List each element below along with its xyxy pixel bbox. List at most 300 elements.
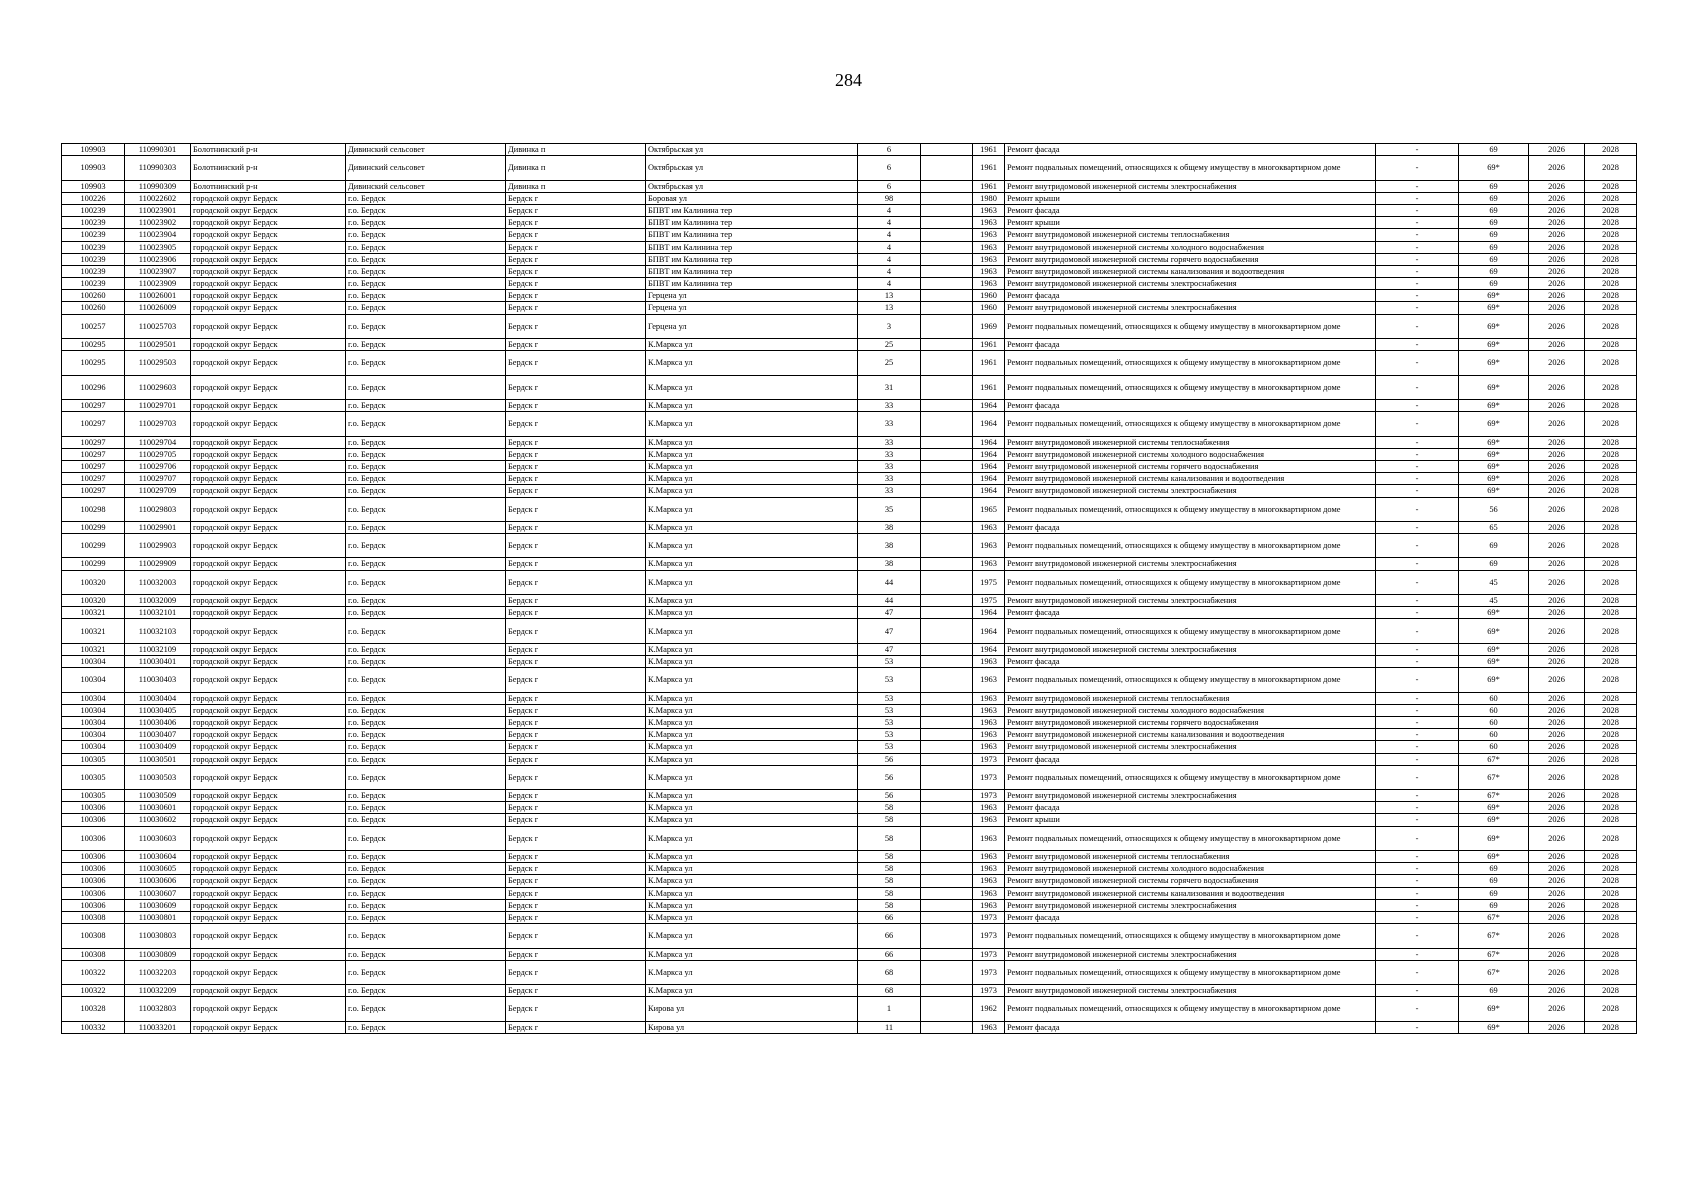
cell-street: К.Маркса ул xyxy=(646,351,858,375)
cell-street: К.Маркса ул xyxy=(646,960,858,984)
table-row xyxy=(62,729,1637,741)
cell-locality: Бердск г xyxy=(506,753,646,765)
cell-cost-index: 69* xyxy=(1459,460,1529,472)
cell-district: городской округ Бердск xyxy=(191,887,346,899)
cell-street: К.Маркса ул xyxy=(646,692,858,704)
cell-cost-index: 69* xyxy=(1459,826,1529,850)
cell-end-year: 2028 xyxy=(1585,912,1637,924)
cell-end-year: 2028 xyxy=(1585,497,1637,521)
cell-settlement: г.о. Бердск xyxy=(346,448,506,460)
cell-building xyxy=(921,314,973,338)
cell-house-id: 100297 xyxy=(62,460,125,472)
cell-house-number: 31 xyxy=(858,375,921,399)
cell-settlement: г.о. Бердск xyxy=(346,863,506,875)
cell-start-year: 2026 xyxy=(1529,534,1585,558)
cell-house-id: 100321 xyxy=(62,607,125,619)
cell-dash: - xyxy=(1376,204,1459,216)
cell-cost-index: 69 xyxy=(1459,875,1529,887)
cell-house-id: 100305 xyxy=(62,790,125,802)
cell-house-id: 100306 xyxy=(62,826,125,850)
cell-year-built: 1963 xyxy=(973,253,1005,265)
table-row xyxy=(62,851,1637,863)
table-row xyxy=(62,1021,1637,1033)
cell-work-type: Ремонт внутридомовой инженерной системы теплоснабжения xyxy=(1005,851,1376,863)
cell-end-year: 2028 xyxy=(1585,290,1637,302)
cell-work-id: 110029701 xyxy=(125,400,191,412)
cell-house-id: 100299 xyxy=(62,534,125,558)
cell-end-year: 2028 xyxy=(1585,534,1637,558)
cell-settlement: г.о. Бердск xyxy=(346,899,506,911)
cell-end-year: 2028 xyxy=(1585,448,1637,460)
cell-work-id: 110029903 xyxy=(125,534,191,558)
cell-building xyxy=(921,619,973,643)
cell-cost-index: 69* xyxy=(1459,668,1529,692)
cell-dash: - xyxy=(1376,729,1459,741)
cell-building xyxy=(921,351,973,375)
cell-work-type: Ремонт фасада xyxy=(1005,204,1376,216)
cell-house-number: 6 xyxy=(858,156,921,180)
cell-start-year: 2026 xyxy=(1529,656,1585,668)
cell-cost-index: 69* xyxy=(1459,400,1529,412)
cell-house-id: 100295 xyxy=(62,339,125,351)
cell-district: городской округ Бердск xyxy=(191,302,346,314)
cell-locality: Бердск г xyxy=(506,899,646,911)
cell-building xyxy=(921,985,973,997)
cell-start-year: 2026 xyxy=(1529,460,1585,472)
cell-start-year: 2026 xyxy=(1529,863,1585,875)
cell-house-number: 53 xyxy=(858,741,921,753)
cell-street: К.Маркса ул xyxy=(646,814,858,826)
cell-dash: - xyxy=(1376,851,1459,863)
cell-dash: - xyxy=(1376,741,1459,753)
cell-dash: - xyxy=(1376,704,1459,716)
cell-work-type: Ремонт внутридомовой инженерной системы электроснабжения xyxy=(1005,985,1376,997)
table-row xyxy=(62,619,1637,643)
cell-street: К.Маркса ул xyxy=(646,375,858,399)
cell-settlement: г.о. Бердск xyxy=(346,924,506,948)
cell-locality: Бердск г xyxy=(506,863,646,875)
cell-street: Герцена ул xyxy=(646,302,858,314)
cell-cost-index: 69* xyxy=(1459,997,1529,1021)
cell-street: К.Маркса ул xyxy=(646,460,858,472)
cell-work-type: Ремонт подвальных помещений, относящихся к общему имуществу в многоквартирном доме xyxy=(1005,960,1376,984)
cell-work-type: Ремонт внутридомовой инженерной системы холодного водоснабжения xyxy=(1005,448,1376,460)
table-row xyxy=(62,265,1637,277)
table-row xyxy=(62,436,1637,448)
cell-house-number: 66 xyxy=(858,948,921,960)
cell-settlement: г.о. Бердск xyxy=(346,558,506,570)
cell-house-number: 38 xyxy=(858,534,921,558)
cell-building xyxy=(921,521,973,533)
cell-street: БПВТ им Калинина тер xyxy=(646,204,858,216)
cell-settlement: г.о. Бердск xyxy=(346,204,506,216)
cell-dash: - xyxy=(1376,485,1459,497)
cell-cost-index: 60 xyxy=(1459,741,1529,753)
cell-house-id: 100305 xyxy=(62,765,125,789)
cell-cost-index: 45 xyxy=(1459,570,1529,594)
cell-dash: - xyxy=(1376,497,1459,521)
cell-work-id: 110030407 xyxy=(125,729,191,741)
table-row xyxy=(62,314,1637,338)
cell-district: городской округ Бердск xyxy=(191,473,346,485)
cell-end-year: 2028 xyxy=(1585,485,1637,497)
cell-end-year: 2028 xyxy=(1585,302,1637,314)
cell-start-year: 2026 xyxy=(1529,948,1585,960)
cell-street: БПВТ им Калинина тер xyxy=(646,253,858,265)
cell-dash: - xyxy=(1376,716,1459,728)
cell-cost-index: 67* xyxy=(1459,924,1529,948)
cell-cost-index: 69 xyxy=(1459,192,1529,204)
cell-work-type: Ремонт фасада xyxy=(1005,1021,1376,1033)
cell-settlement: г.о. Бердск xyxy=(346,704,506,716)
cell-district: городской округ Бердск xyxy=(191,656,346,668)
cell-district: городской округ Бердск xyxy=(191,595,346,607)
cell-street: БПВТ им Калинина тер xyxy=(646,229,858,241)
cell-dash: - xyxy=(1376,375,1459,399)
cell-work-id: 110029803 xyxy=(125,497,191,521)
cell-work-id: 110030403 xyxy=(125,668,191,692)
cell-year-built: 1969 xyxy=(973,314,1005,338)
cell-start-year: 2026 xyxy=(1529,607,1585,619)
cell-locality: Бердск г xyxy=(506,851,646,863)
cell-start-year: 2026 xyxy=(1529,790,1585,802)
cell-district: городской округ Бердск xyxy=(191,412,346,436)
cell-cost-index: 69 xyxy=(1459,204,1529,216)
cell-house-number: 53 xyxy=(858,729,921,741)
table-row xyxy=(62,302,1637,314)
table-row xyxy=(62,156,1637,180)
table-row xyxy=(62,692,1637,704)
cell-work-type: Ремонт внутридомовой инженерной системы теплоснабжения xyxy=(1005,692,1376,704)
cell-house-id: 100320 xyxy=(62,595,125,607)
cell-dash: - xyxy=(1376,692,1459,704)
cell-district: городской округ Бердск xyxy=(191,265,346,277)
cell-work-type: Ремонт фасада xyxy=(1005,656,1376,668)
table-row xyxy=(62,887,1637,899)
cell-street: К.Маркса ул xyxy=(646,875,858,887)
cell-end-year: 2028 xyxy=(1585,826,1637,850)
cell-dash: - xyxy=(1376,765,1459,789)
cell-building xyxy=(921,1021,973,1033)
cell-end-year: 2028 xyxy=(1585,595,1637,607)
cell-dash: - xyxy=(1376,1021,1459,1033)
table-row xyxy=(62,704,1637,716)
cell-settlement: г.о. Бердск xyxy=(346,741,506,753)
cell-settlement: г.о. Бердск xyxy=(346,607,506,619)
cell-district: городской округ Бердск xyxy=(191,339,346,351)
cell-house-id: 100321 xyxy=(62,643,125,655)
table-row xyxy=(62,924,1637,948)
cell-start-year: 2026 xyxy=(1529,692,1585,704)
cell-street: К.Маркса ул xyxy=(646,753,858,765)
cell-building xyxy=(921,375,973,399)
cell-street: К.Маркса ул xyxy=(646,400,858,412)
cell-street: БПВТ им Калинина тер xyxy=(646,265,858,277)
cell-work-type: Ремонт внутридомовой инженерной системы горячего водоснабжения xyxy=(1005,460,1376,472)
cell-work-type: Ремонт фасада xyxy=(1005,521,1376,533)
cell-cost-index: 69 xyxy=(1459,558,1529,570)
cell-street: К.Маркса ул xyxy=(646,570,858,594)
cell-settlement: г.о. Бердск xyxy=(346,668,506,692)
cell-year-built: 1960 xyxy=(973,290,1005,302)
cell-start-year: 2026 xyxy=(1529,924,1585,948)
cell-work-id: 110026009 xyxy=(125,302,191,314)
cell-end-year: 2028 xyxy=(1585,351,1637,375)
cell-start-year: 2026 xyxy=(1529,241,1585,253)
table-row xyxy=(62,290,1637,302)
table-row xyxy=(62,997,1637,1021)
cell-house-number: 38 xyxy=(858,521,921,533)
cell-house-number: 33 xyxy=(858,412,921,436)
cell-dash: - xyxy=(1376,217,1459,229)
cell-settlement: г.о. Бердск xyxy=(346,278,506,290)
cell-dash: - xyxy=(1376,790,1459,802)
cell-start-year: 2026 xyxy=(1529,485,1585,497)
cell-house-id: 109903 xyxy=(62,180,125,192)
cell-settlement: г.о. Бердск xyxy=(346,302,506,314)
cell-start-year: 2026 xyxy=(1529,375,1585,399)
cell-building xyxy=(921,339,973,351)
cell-work-type: Ремонт фасада xyxy=(1005,753,1376,765)
cell-year-built: 1961 xyxy=(973,156,1005,180)
cell-cost-index: 69* xyxy=(1459,436,1529,448)
cell-locality: Бердск г xyxy=(506,924,646,948)
cell-cost-index: 69 xyxy=(1459,253,1529,265)
cell-start-year: 2026 xyxy=(1529,351,1585,375)
table-row xyxy=(62,753,1637,765)
cell-cost-index: 69 xyxy=(1459,180,1529,192)
cell-district: городской округ Бердск xyxy=(191,204,346,216)
cell-work-id: 110029503 xyxy=(125,351,191,375)
cell-locality: Бердск г xyxy=(506,826,646,850)
cell-dash: - xyxy=(1376,351,1459,375)
table-row xyxy=(62,643,1637,655)
cell-locality: Бердск г xyxy=(506,497,646,521)
cell-work-type: Ремонт подвальных помещений, относящихся к общему имуществу в многоквартирном доме xyxy=(1005,412,1376,436)
table-row xyxy=(62,863,1637,875)
cell-locality: Бердск г xyxy=(506,875,646,887)
cell-street: К.Маркса ул xyxy=(646,765,858,789)
cell-settlement: г.о. Бердск xyxy=(346,765,506,789)
cell-end-year: 2028 xyxy=(1585,887,1637,899)
cell-house-number: 38 xyxy=(858,558,921,570)
cell-dash: - xyxy=(1376,814,1459,826)
cell-work-type: Ремонт внутридомовой инженерной системы канализования и водоотведения xyxy=(1005,729,1376,741)
cell-district: городской округ Бердск xyxy=(191,948,346,960)
cell-district: городской округ Бердск xyxy=(191,863,346,875)
cell-locality: Бердск г xyxy=(506,485,646,497)
cell-house-id: 100297 xyxy=(62,412,125,436)
cell-locality: Бердск г xyxy=(506,436,646,448)
cell-start-year: 2026 xyxy=(1529,521,1585,533)
cell-cost-index: 69* xyxy=(1459,1021,1529,1033)
cell-settlement: г.о. Бердск xyxy=(346,619,506,643)
cell-cost-index: 60 xyxy=(1459,704,1529,716)
cell-work-type: Ремонт подвальных помещений, относящихся к общему имуществу в многоквартирном доме xyxy=(1005,668,1376,692)
cell-start-year: 2026 xyxy=(1529,339,1585,351)
cell-settlement: г.о. Бердск xyxy=(346,960,506,984)
cell-house-number: 4 xyxy=(858,204,921,216)
cell-end-year: 2028 xyxy=(1585,192,1637,204)
table-row xyxy=(62,985,1637,997)
cell-locality: Бердск г xyxy=(506,314,646,338)
cell-district: городской округ Бердск xyxy=(191,351,346,375)
cell-start-year: 2026 xyxy=(1529,960,1585,984)
cell-year-built: 1973 xyxy=(973,948,1005,960)
cell-dash: - xyxy=(1376,668,1459,692)
table-row xyxy=(62,253,1637,265)
table-row xyxy=(62,534,1637,558)
cell-work-id: 110990303 xyxy=(125,156,191,180)
cell-work-id: 110029501 xyxy=(125,339,191,351)
cell-street: К.Маркса ул xyxy=(646,595,858,607)
cell-house-number: 33 xyxy=(858,436,921,448)
cell-house-id: 100297 xyxy=(62,436,125,448)
cell-cost-index: 69* xyxy=(1459,814,1529,826)
cell-building xyxy=(921,643,973,655)
cell-dash: - xyxy=(1376,241,1459,253)
cell-work-id: 110029709 xyxy=(125,485,191,497)
cell-house-number: 4 xyxy=(858,217,921,229)
cell-cost-index: 69* xyxy=(1459,351,1529,375)
cell-street: К.Маркса ул xyxy=(646,985,858,997)
cell-locality: Бердск г xyxy=(506,716,646,728)
cell-cost-index: 69* xyxy=(1459,802,1529,814)
cell-dash: - xyxy=(1376,875,1459,887)
cell-house-number: 11 xyxy=(858,1021,921,1033)
cell-house-number: 4 xyxy=(858,229,921,241)
table-row xyxy=(62,473,1637,485)
cell-year-built: 1962 xyxy=(973,997,1005,1021)
cell-start-year: 2026 xyxy=(1529,741,1585,753)
cell-building xyxy=(921,948,973,960)
cell-work-type: Ремонт внутридомовой инженерной системы электроснабжения xyxy=(1005,302,1376,314)
cell-settlement: г.о. Бердск xyxy=(346,851,506,863)
cell-house-number: 58 xyxy=(858,887,921,899)
cell-start-year: 2026 xyxy=(1529,826,1585,850)
cell-work-type: Ремонт подвальных помещений, относящихся к общему имуществу в многоквартирном доме xyxy=(1005,826,1376,850)
cell-work-type: Ремонт подвальных помещений, относящихся к общему имуществу в многоквартирном доме xyxy=(1005,924,1376,948)
cell-cost-index: 60 xyxy=(1459,716,1529,728)
cell-work-type: Ремонт подвальных помещений, относящихся к общему имуществу в многоквартирном доме xyxy=(1005,534,1376,558)
cell-locality: Бердск г xyxy=(506,204,646,216)
cell-year-built: 1961 xyxy=(973,375,1005,399)
cell-locality: Бердск г xyxy=(506,656,646,668)
cell-cost-index: 69 xyxy=(1459,899,1529,911)
cell-start-year: 2026 xyxy=(1529,643,1585,655)
cell-house-id: 100328 xyxy=(62,997,125,1021)
cell-year-built: 1964 xyxy=(973,619,1005,643)
cell-locality: Бердск г xyxy=(506,741,646,753)
cell-building xyxy=(921,217,973,229)
cell-cost-index: 67* xyxy=(1459,753,1529,765)
cell-work-id: 110030601 xyxy=(125,802,191,814)
cell-end-year: 2028 xyxy=(1585,265,1637,277)
cell-cost-index: 69 xyxy=(1459,863,1529,875)
cell-building xyxy=(921,753,973,765)
cell-house-number: 44 xyxy=(858,595,921,607)
cell-district: городской округ Бердск xyxy=(191,314,346,338)
cell-building xyxy=(921,302,973,314)
cell-start-year: 2026 xyxy=(1529,668,1585,692)
cell-building xyxy=(921,595,973,607)
cell-end-year: 2028 xyxy=(1585,400,1637,412)
cell-street: БПВТ им Калинина тер xyxy=(646,278,858,290)
cell-house-number: 44 xyxy=(858,570,921,594)
table-row xyxy=(62,460,1637,472)
cell-settlement: Дивинский сельсовет xyxy=(346,180,506,192)
cell-district: городской округ Бердск xyxy=(191,802,346,814)
cell-end-year: 2028 xyxy=(1585,473,1637,485)
cell-settlement: г.о. Бердск xyxy=(346,497,506,521)
cell-dash: - xyxy=(1376,619,1459,643)
cell-start-year: 2026 xyxy=(1529,497,1585,521)
cell-settlement: г.о. Бердск xyxy=(346,790,506,802)
cell-locality: Бердск г xyxy=(506,375,646,399)
cell-locality: Бердск г xyxy=(506,948,646,960)
cell-year-built: 1963 xyxy=(973,534,1005,558)
cell-district: Болотнинский р-н xyxy=(191,144,346,156)
cell-building xyxy=(921,607,973,619)
table-body xyxy=(62,144,1637,1034)
cell-cost-index: 69 xyxy=(1459,217,1529,229)
cell-end-year: 2028 xyxy=(1585,851,1637,863)
table-row xyxy=(62,485,1637,497)
cell-start-year: 2026 xyxy=(1529,558,1585,570)
cell-settlement: г.о. Бердск xyxy=(346,656,506,668)
cell-locality: Бердск г xyxy=(506,302,646,314)
cell-building xyxy=(921,863,973,875)
cell-year-built: 1960 xyxy=(973,302,1005,314)
cell-year-built: 1963 xyxy=(973,278,1005,290)
cell-settlement: г.о. Бердск xyxy=(346,412,506,436)
cell-year-built: 1963 xyxy=(973,875,1005,887)
cell-cost-index: 69* xyxy=(1459,302,1529,314)
cell-settlement: г.о. Бердск xyxy=(346,534,506,558)
cell-district: городской округ Бердск xyxy=(191,436,346,448)
cell-district: городской округ Бердск xyxy=(191,570,346,594)
cell-start-year: 2026 xyxy=(1529,619,1585,643)
cell-dash: - xyxy=(1376,302,1459,314)
cell-end-year: 2028 xyxy=(1585,412,1637,436)
cell-street: К.Маркса ул xyxy=(646,558,858,570)
cell-house-number: 33 xyxy=(858,473,921,485)
cell-work-id: 110030607 xyxy=(125,887,191,899)
cell-house-id: 100239 xyxy=(62,253,125,265)
cell-district: городской округ Бердск xyxy=(191,643,346,655)
cell-locality: Дивинка п xyxy=(506,180,646,192)
cell-year-built: 1973 xyxy=(973,985,1005,997)
cell-street: К.Маркса ул xyxy=(646,802,858,814)
cell-street: Кирова ул xyxy=(646,997,858,1021)
cell-work-type: Ремонт фасада xyxy=(1005,290,1376,302)
cell-house-number: 53 xyxy=(858,668,921,692)
cell-house-id: 109903 xyxy=(62,144,125,156)
cell-end-year: 2028 xyxy=(1585,570,1637,594)
cell-work-id: 110032009 xyxy=(125,595,191,607)
cell-settlement: г.о. Бердск xyxy=(346,351,506,375)
cell-house-id: 100239 xyxy=(62,278,125,290)
cell-building xyxy=(921,144,973,156)
cell-dash: - xyxy=(1376,887,1459,899)
cell-locality: Бердск г xyxy=(506,790,646,802)
cell-locality: Бердск г xyxy=(506,643,646,655)
cell-settlement: г.о. Бердск xyxy=(346,826,506,850)
cell-street: К.Маркса ул xyxy=(646,643,858,655)
cell-district: городской округ Бердск xyxy=(191,814,346,826)
cell-building xyxy=(921,790,973,802)
table-row xyxy=(62,656,1637,668)
